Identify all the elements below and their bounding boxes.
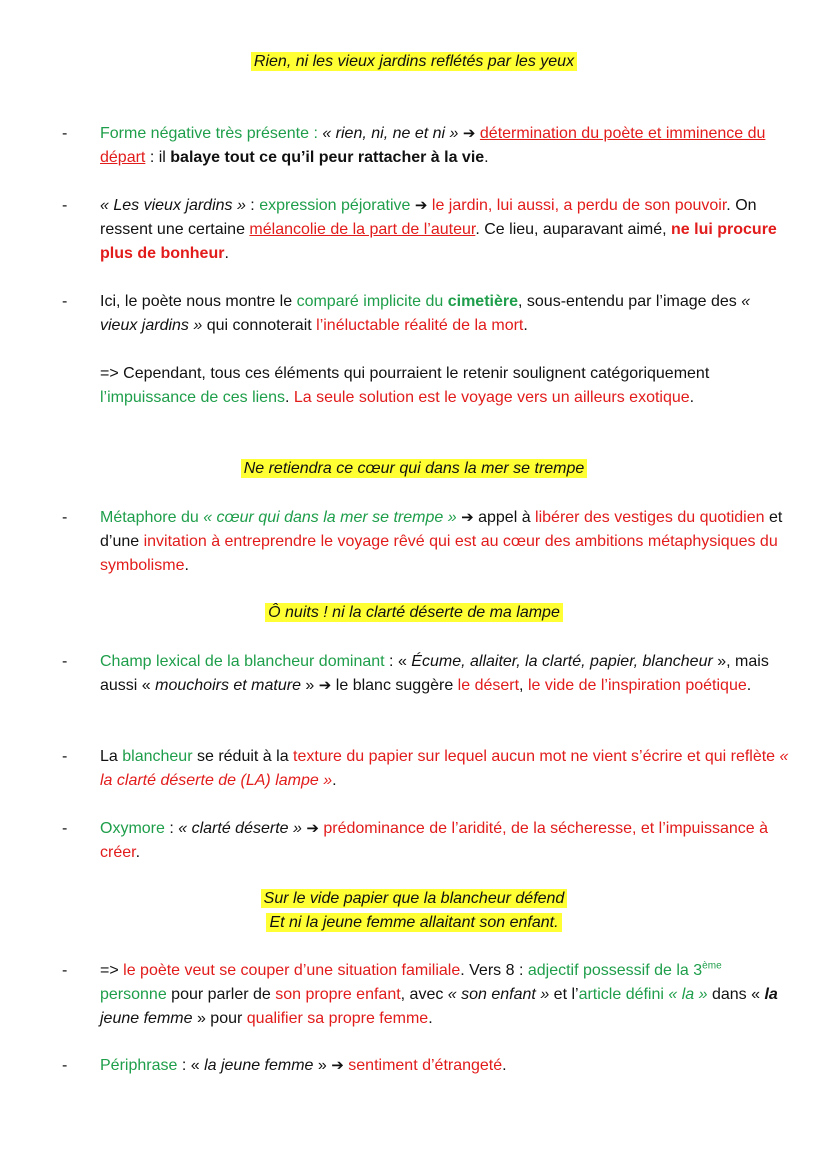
- text-span: ème: [702, 960, 722, 972]
- bullet-metaphor: [62, 506, 790, 578]
- text-span: La seule solution est le voyage vers un ailleurs exotique: [293, 389, 690, 406]
- text-span: », mais aussi «: [100, 653, 769, 694]
- text-span: le désert: [457, 677, 520, 694]
- bullet-periphrasis: [62, 1054, 790, 1078]
- text-span: personne: [100, 986, 167, 1003]
- text-span: :: [245, 197, 260, 214]
- text-span: libérer des vestiges du quotidien: [535, 509, 765, 526]
- text-span: « vieux jardins »: [100, 293, 751, 334]
- text-span: son propre enfant: [275, 986, 401, 1003]
- text-span: adjectif possessif de la 3: [527, 962, 703, 979]
- text-span: la: [764, 986, 778, 1003]
- right-arrow-icon: ➔: [318, 677, 332, 694]
- bullet-old-gardens: [62, 194, 790, 266]
- text-span: » pour: [192, 1010, 247, 1027]
- text-span: pour parler de: [166, 986, 276, 1003]
- text-span: .: [184, 557, 189, 574]
- text-span: Métaphore du: [100, 509, 204, 526]
- text-span: Périphrase: [100, 1057, 178, 1074]
- text-span: Ici, le poète nous montre le: [100, 293, 297, 310]
- text-span: .: [135, 844, 141, 861]
- right-arrow-icon: ➔: [414, 197, 428, 214]
- text-span: « Les vieux jardins »: [100, 197, 246, 214]
- bullet-whiteness: [62, 745, 790, 793]
- text-span: se réduit à la: [192, 748, 294, 765]
- text-span: appel à: [473, 509, 536, 526]
- bullet-dash: -: [62, 748, 68, 765]
- text-span: le jardin, lui aussi, a perdu de son pouvoir: [427, 197, 727, 214]
- verse-heading-4: [0, 887, 828, 911]
- right-arrow-icon: ➔: [306, 820, 319, 837]
- text-span: Oxymore: [100, 820, 165, 837]
- text-span: qualifier sa propre femme: [246, 1010, 429, 1027]
- text-span: .: [284, 389, 294, 406]
- text-span: : il: [145, 149, 171, 166]
- conclusion-paragraph: [100, 362, 790, 410]
- right-arrow-icon: ➔: [331, 1057, 344, 1074]
- text-span: expression péjorative: [259, 197, 411, 214]
- text-span: cimetière: [447, 293, 518, 310]
- text-span: le poète veut se couper d’une situation familiale: [123, 962, 461, 979]
- verse-heading-1: [0, 50, 828, 74]
- text-span: sentiment d’étrangeté: [343, 1057, 503, 1074]
- bullet-dash: -: [62, 509, 68, 526]
- text-span: blancheur: [122, 748, 193, 765]
- verse-heading-1-text: Rien, ni les vieux jardins reflétés par les yeux: [251, 52, 577, 71]
- text-span: mélancolie de la part de l’auteur: [249, 221, 476, 238]
- text-span: .: [689, 389, 695, 406]
- text-span: la jeune femme: [204, 1057, 314, 1074]
- text-span: . Vers 8 :: [460, 962, 528, 979]
- text-span: »: [313, 1057, 327, 1074]
- text-span: dans «: [707, 986, 765, 1003]
- text-span: mouchoirs et mature: [155, 677, 301, 694]
- text-span: jeune femme: [100, 1010, 193, 1027]
- bullet-dash: -: [62, 962, 68, 979]
- text-span: : «: [384, 653, 412, 670]
- text-span: : «: [177, 1057, 205, 1074]
- verse-heading-4-line-2: Et ni la jeune femme allaitant son enfant.: [266, 913, 561, 932]
- right-arrow-icon: ➔: [462, 125, 476, 142]
- text-span: Forme négative très présente :: [100, 125, 323, 142]
- text-span: »: [300, 677, 315, 694]
- text-span: comparé implicite du: [296, 293, 448, 310]
- text-span: balaye tout ce qu’il peur rattacher à la vie: [170, 149, 485, 166]
- bullet-dash: -: [62, 197, 68, 214]
- text-span: =>: [100, 962, 124, 979]
- text-span: La: [100, 748, 123, 765]
- bullet-oxymoron: [62, 817, 790, 865]
- bullet-dash: -: [62, 293, 68, 310]
- bullet-lexical-field: [62, 650, 790, 698]
- verse-heading-4-line-1: Sur le vide papier que la blancheur défend: [261, 889, 568, 908]
- text-span: texture du papier sur lequel aucun mot ne vient s’écrire et qui reflète: [293, 748, 780, 765]
- text-span: article défini: [578, 986, 664, 1003]
- bullet-family: [62, 959, 790, 1031]
- text-span: et l’: [549, 986, 579, 1003]
- text-span: .: [746, 677, 752, 694]
- verse-heading-3-text: Ô nuits ! ni la clarté déserte de ma lampe: [265, 603, 563, 622]
- text-span: :: [164, 820, 179, 837]
- bullet-dash: -: [62, 1057, 68, 1074]
- text-span: « la clarté déserte de (LA) lampe »: [100, 748, 789, 789]
- text-span: , avec: [400, 986, 448, 1003]
- bullet-cemetery: [62, 290, 790, 338]
- text-span: « rien, ni, ne et ni »: [322, 125, 459, 142]
- text-span: Champ lexical de la blancheur dominant: [100, 653, 385, 670]
- verse-heading-4b: [0, 911, 828, 935]
- text-span: . Ce lieu, auparavant aimé,: [475, 221, 672, 238]
- bullet-dash: -: [62, 653, 68, 670]
- text-span: le blanc suggère: [331, 677, 458, 694]
- bullet-negative-form: [62, 122, 790, 170]
- text-span: ne lui procure plus de bonheur: [100, 221, 777, 262]
- text-span: qui connoterait: [202, 317, 317, 334]
- text-span: . On ressent une certaine: [100, 197, 757, 238]
- text-span: => Cependant, tous ces éléments qui pourraient le retenir soulignent catégoriquement: [100, 365, 710, 382]
- text-span: « cœur qui dans la mer se trempe »: [203, 509, 457, 526]
- verse-heading-3: [0, 601, 828, 625]
- verse-heading-2: [0, 457, 828, 481]
- bullet-dash: -: [62, 125, 68, 142]
- text-span: .: [484, 149, 489, 166]
- text-span: .: [332, 772, 337, 789]
- text-span: .: [224, 245, 229, 262]
- text-span: le vide de l’inspiration poétique: [527, 677, 747, 694]
- bullet-dash: -: [62, 820, 68, 837]
- text-span: l’impuissance de ces liens: [100, 389, 285, 406]
- text-span: .: [523, 317, 528, 334]
- text-span: Écume, allaiter, la clarté, papier, blancheur: [411, 653, 713, 670]
- text-span: , sous-entendu par l’image des: [518, 293, 742, 310]
- text-span: .: [428, 1010, 433, 1027]
- text-span: ,: [519, 677, 528, 694]
- text-span: l’inéluctable réalité de la mort: [316, 317, 524, 334]
- text-span: détermination du poète et imminence du départ: [100, 125, 766, 166]
- text-span: invitation à entreprendre le voyage rêvé qui est au cœur des ambitions métaphysiques du symbolisme: [100, 533, 778, 574]
- text-span: et d’une: [100, 509, 783, 550]
- text-span: « son enfant »: [447, 986, 550, 1003]
- verse-heading-2-text: Ne retiendra ce cœur qui dans la mer se trempe: [241, 459, 588, 478]
- right-arrow-icon: ➔: [461, 509, 474, 526]
- text-span: « la »: [663, 986, 708, 1003]
- text-span: « clarté déserte »: [178, 820, 302, 837]
- text-span: .: [502, 1057, 507, 1074]
- text-span: prédominance de l’aridité, de la sécheresse, et l’impuissance à créer: [100, 820, 769, 861]
